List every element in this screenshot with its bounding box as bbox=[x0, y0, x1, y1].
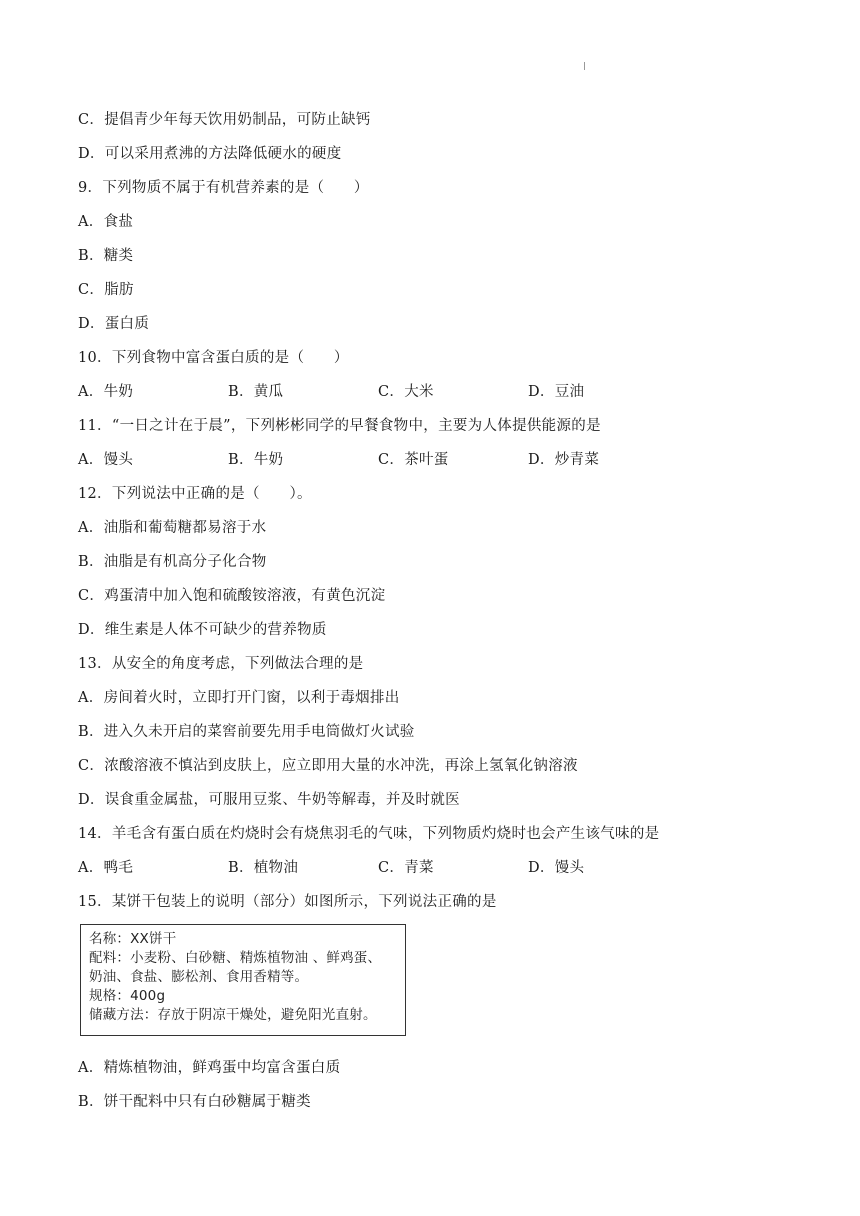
q10-option-a: A．牛奶 bbox=[78, 384, 134, 400]
biscuit-package-label bbox=[80, 924, 406, 1036]
q12-option-c: C．鸡蛋清中加入饱和硫酸铵溶液，有黄色沉淀 bbox=[78, 588, 386, 604]
question-15: 15．某饼干包装上的说明（部分）如图所示，下列说法正确的是 bbox=[78, 894, 497, 910]
q11-option-d: D．炒青菜 bbox=[528, 452, 600, 468]
q14-option-d: D．馒头 bbox=[528, 860, 585, 876]
q10-option-c: C．大米 bbox=[378, 384, 434, 400]
label-ingredients-line-2: 奶油、食盐、膨松剂、食用香精等。 bbox=[89, 969, 309, 985]
label-name: 名称：XX饼干 bbox=[89, 931, 177, 947]
question-9: 9．下列物质不属于有机营养素的是（ ） bbox=[78, 180, 369, 196]
label-storage: 储藏方法：存放于阴凉干燥处，避免阳光直射。 bbox=[89, 1007, 377, 1023]
q11-option-a: A．馒头 bbox=[78, 452, 134, 468]
q12-option-d: D．维生素是人体不可缺少的营养物质 bbox=[78, 622, 327, 638]
option-c-previous: C．提倡青少年每天饮用奶制品，可防止缺钙 bbox=[78, 112, 371, 128]
q12-option-b: B．油脂是有机高分子化合物 bbox=[78, 554, 267, 570]
q9-option-c: C．脂肪 bbox=[78, 282, 134, 298]
q13-option-b: B．进入久未开启的菜窖前要先用手电筒做灯火试验 bbox=[78, 724, 415, 740]
question-10: 10．下列食物中富含蛋白质的是（ ） bbox=[78, 350, 349, 366]
q10-option-d: D．豆油 bbox=[528, 384, 585, 400]
option-d-previous: D．可以采用煮沸的方法降低硬水的硬度 bbox=[78, 146, 342, 162]
q14-option-a: A．鸭毛 bbox=[78, 860, 134, 876]
question-13: 13．从安全的角度考虑，下列做法合理的是 bbox=[78, 656, 364, 672]
q13-option-c: C．浓酸溶液不慎沾到皮肤上，应立即用大量的水冲洗，再涂上氢氧化钠溶液 bbox=[78, 758, 578, 774]
q11-option-b: B．牛奶 bbox=[228, 452, 284, 468]
q14-option-c: C．青菜 bbox=[378, 860, 434, 876]
question-12: 12．下列说法中正确的是（ ）。 bbox=[78, 486, 312, 502]
page-mark bbox=[584, 62, 585, 70]
q13-option-d: D．误食重金属盐，可服用豆浆、牛奶等解毒，并及时就医 bbox=[78, 792, 460, 808]
q15-option-b: B．饼干配料中只有白砂糖属于糖类 bbox=[78, 1094, 311, 1110]
q11-option-c: C．茶叶蛋 bbox=[378, 452, 449, 468]
q15-option-a: A．精炼植物油，鲜鸡蛋中均富含蛋白质 bbox=[78, 1060, 341, 1076]
q9-option-b: B．糖类 bbox=[78, 248, 134, 264]
q14-option-b: B．植物油 bbox=[228, 860, 299, 876]
q10-option-b: B．黄瓜 bbox=[228, 384, 284, 400]
q9-option-d: D．蛋白质 bbox=[78, 316, 150, 332]
q9-option-a: A．食盐 bbox=[78, 214, 134, 230]
question-11: 11．“一日之计在于晨”，下列彬彬同学的早餐食物中，主要为人体提供能源的是 bbox=[78, 418, 601, 434]
label-spec: 规格：400g bbox=[89, 988, 166, 1004]
label-ingredients-line-1: 配料：小麦粉、白砂糖、精炼植物油 、鲜鸡蛋、 bbox=[89, 950, 382, 966]
q12-option-a: A．油脂和葡萄糖都易溶于水 bbox=[78, 520, 267, 536]
question-14: 14．羊毛含有蛋白质在灼烧时会有烧焦羽毛的气味，下列物质灼烧时也会产生该气味的是 bbox=[78, 826, 660, 842]
q13-option-a: A．房间着火时，立即打开门窗，以利于毒烟排出 bbox=[78, 690, 400, 706]
